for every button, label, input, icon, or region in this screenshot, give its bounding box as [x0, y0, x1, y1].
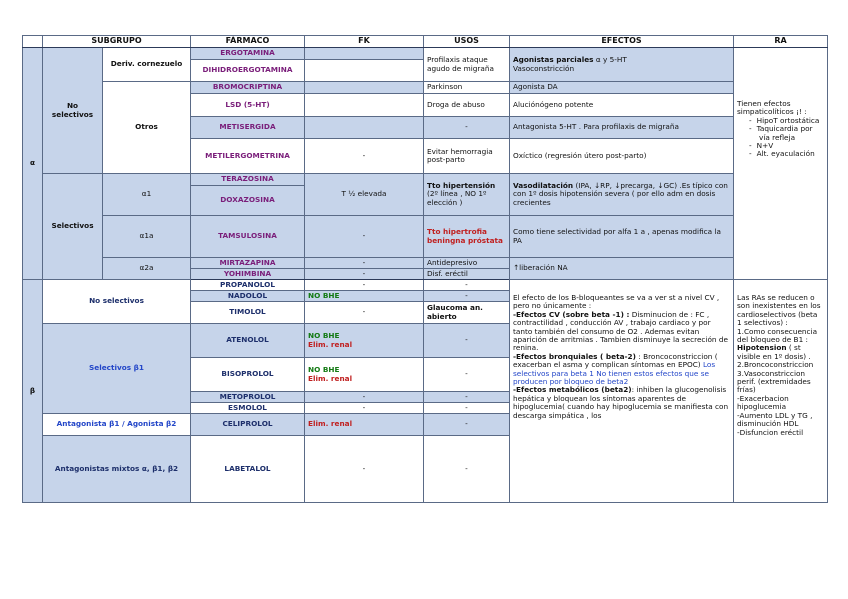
usos-metilergometrina: Evitar hemorragia post-parto	[424, 139, 510, 174]
ra-beta-hipo-rest: ( st visible en 1º dosis) .	[737, 343, 811, 361]
drug-terazosina: TERAZOSINA	[191, 174, 305, 186]
fk-tamsulosina: -	[305, 216, 424, 258]
usos-propanolol: -	[424, 280, 510, 291]
ra-beta	[734, 280, 828, 503]
usos-hipertrofia: Tto hipertrofia beningna próstata	[424, 216, 510, 258]
alpha-no-selectivos: No selectivos	[43, 48, 103, 174]
usos-parkinson: Parkinson	[424, 82, 510, 94]
efectos-beta	[510, 280, 734, 503]
ra-beta-l2: 2.Broncoconstriccion	[737, 360, 814, 370]
efectos-bronq-blue: Los selectivos para beta 1 No tienen estos efectos que se producen por bloqueo de beta2	[513, 360, 716, 387]
drug-labetalol: LABETALOL	[191, 436, 305, 503]
fk-esmolol: -	[305, 403, 424, 414]
drug-dihidroergotamina: DIHIDROERGOTAMINA	[191, 60, 305, 82]
usos-esmolol: -	[424, 403, 510, 414]
efecto-oxitocico: Oxíctico (regresión útero post-parto)	[510, 139, 734, 174]
drug-nadolol: NADOLOL	[191, 291, 305, 302]
fk-atenolol-no-bhe: NO BHE	[308, 331, 340, 341]
fk-yohimbina: -	[305, 269, 424, 280]
usos-nadolol: -	[424, 291, 510, 302]
drug-metoprolol: METOPROLOL	[191, 392, 305, 403]
efecto-alucinogeno: Aluciónógeno potente	[510, 94, 734, 117]
usos-metoprolol: -	[424, 392, 510, 403]
fk-atenolol-elim: Elim. renal	[308, 339, 353, 349]
efecto-agonista-da: Agonista DA	[510, 82, 734, 94]
fk-mirtazapina: -	[305, 258, 424, 269]
subgroup-a1: α1	[103, 174, 191, 216]
drug-bisoprolol: BISOPROLOL	[191, 358, 305, 392]
drug-tamsulosina: TAMSULOSINA	[191, 216, 305, 258]
efecto-agonistas	[510, 48, 734, 82]
fk-nadolol: NO BHE	[305, 291, 424, 302]
fk-tera-doxa: T ½ elevada	[305, 174, 424, 216]
header-blank	[23, 36, 43, 48]
beta-antagonistas-mixtos	[43, 436, 191, 503]
header-fk: FK	[305, 36, 424, 48]
drug-timolol: TIMOLOL	[191, 302, 305, 324]
header-ra: RA	[734, 36, 828, 48]
subgroup-a1a: α1a	[103, 216, 191, 258]
ra-beta-l5: -Aumento LDL y TG , disminución HDL	[737, 410, 813, 429]
otros: Otros	[103, 82, 191, 174]
usos-glaucoma: Glaucoma an. abierto	[424, 302, 510, 324]
ra-alpha-item: - HipoT ortostática	[751, 117, 824, 125]
drug-yohimbina: YOHIMBINA	[191, 269, 305, 280]
usos-droga: Droga de abuso	[424, 94, 510, 117]
efecto-vasodilatacion-bold: Vasodilatación	[513, 180, 574, 190]
drug-metilergometrina: METILERGOMETRINA	[191, 139, 305, 174]
fk-bisoprolol-elim: Elim. renal	[308, 373, 353, 383]
usos-disf: Disf. eréctil	[424, 269, 510, 280]
fk-dihidroergotamina	[305, 60, 424, 82]
drug-bromocriptina: BROMOCRIPTINA	[191, 82, 305, 94]
usos-bisoprolol: -	[424, 358, 510, 392]
efectos-cv-bold: -Efectos CV (sobre beta -1) :	[513, 309, 630, 319]
usos-hipertension-detail: (2º línea , NO 1º elección )	[427, 189, 487, 207]
fk-timolol: -	[305, 302, 424, 324]
ra-beta-l3: 3.Vasoconstriccion perif. (extremidades frías)	[737, 368, 811, 395]
fk-ergotamina	[305, 48, 424, 60]
efecto-liberacion: ↑liberación NA	[510, 258, 734, 280]
efectos-cv-rest: Disminucion de : FC , contractilidad , conducción AV , trabajo cardiaco y por tanto también del consumo de O2 . Ademas evitan aparición de arritmias . Tambien disminuye la secreción de renina.	[513, 309, 729, 353]
fk-metisergida	[305, 117, 424, 139]
drug-ergotamina: ERGOTAMINA	[191, 48, 305, 60]
header-usos: USOS	[424, 36, 510, 48]
efectos-bronq-bold: -Efectos bronquiales ( beta-2)	[513, 351, 636, 361]
ra-alpha	[734, 48, 828, 280]
pharmacology-table	[22, 35, 828, 503]
ra-alpha-item: - Taquicardia por vía refleja	[751, 125, 824, 142]
usos-atenolol: -	[424, 324, 510, 358]
fk-metoprolol: -	[305, 392, 424, 403]
beta-antagonista-agonista: Antagonista β1 / Agonista β2	[43, 414, 191, 436]
subgroup-a2a: α2a	[103, 258, 191, 280]
alpha-selectivos: Selectivos	[43, 174, 103, 280]
drug-propanolol: PROPANOLOL	[191, 280, 305, 291]
fk-celiprolol: Elim. renal	[305, 414, 424, 436]
fk-metilergometrina: -	[305, 139, 424, 174]
beta-selectivos-b1: Selectivos β1	[43, 324, 191, 414]
efecto-vasodilatacion-rest: (IPA, ↓RP, ↓precarga, ↓GC) .Es típico con con 1º dosis hipotensión severa ( por ello adm en dosis crecientes	[513, 180, 728, 207]
header-efectos: EFECTOS	[510, 36, 734, 48]
beta-no-selectivos: No selectivos	[43, 280, 191, 324]
drug-celiprolol: CELIPROLOL	[191, 414, 305, 436]
fk-labetalol: -	[305, 436, 424, 503]
fk-bisoprolol-no-bhe: NO BHE	[308, 365, 340, 375]
header-subgrupo: SUBGRUPO	[43, 36, 191, 48]
fk-bromocriptina	[305, 82, 424, 94]
usos-hipertension-title: Tto hipertensión	[427, 180, 496, 190]
efectos-bronq-rest: : Broncoconstriccion ( exacerban el asma y complican síntomas en EPOC)	[513, 351, 718, 370]
header-row	[23, 36, 828, 48]
ra-beta-l6: -Disfuncion eréctil	[737, 427, 804, 437]
drug-atenolol: ATENOLOL	[191, 324, 305, 358]
efectos-metab-bold: -Efectos metabólicos (beta2)	[513, 385, 632, 395]
drug-esmolol: ESMOLOL	[191, 403, 305, 414]
ra-beta-l4: -Exacerbacion hipoglucemia	[737, 393, 789, 412]
header-farmaco: FÁRMACO	[191, 36, 305, 48]
alpha-label: α	[23, 48, 43, 280]
usos-labetalol: -	[424, 436, 510, 503]
efecto-tamsulosina: Como tiene selectividad por alfa 1 a , apenas modifica la PA	[510, 216, 734, 258]
efectos-beta-intro: El efecto de los B-bloqueantes se va a ver st a nivel CV , pero no únicamente :	[513, 293, 720, 311]
ra-beta-l1: 1.Como consecuencia del bloqueo de B1 :	[737, 326, 818, 345]
efecto-agonistas-bold: Agonistas parciales	[513, 55, 594, 65]
efecto-vasodilatacion	[510, 174, 734, 216]
drug-mirtazapina: MIRTAZAPINA	[191, 258, 305, 269]
efectos-metab-rest: : inhiben la glucogenolisis hepática y bloquean los síntomas aparentes de hipoglucemia( cuando hay hipoglucemia se manifiesta con descarga simpática , los	[513, 385, 729, 420]
efecto-vasoconstriccion: Vasoconstricción	[513, 63, 575, 73]
deriv-cornezuelo: Deriv. cornezuelo	[103, 48, 191, 82]
ra-alpha-item: - Alt. eyaculación	[751, 150, 824, 158]
ra-alpha-intro: Tienen efectos simpaticolíticos ¡! :	[737, 99, 807, 117]
beta-label: β	[23, 280, 43, 503]
fk-propanolol: -	[305, 280, 424, 291]
usos-migrana: Profilaxis ataque agudo de migraña	[424, 48, 510, 82]
fk-atenolol	[305, 324, 424, 358]
ra-beta-hipo-bold: Hipotension	[737, 343, 787, 353]
efecto-antagonista-5ht: Antagonista 5-HT . Para profilaxis de migraña	[510, 117, 734, 139]
beta-mixtos-label: Antagonistas mixtos α, β1, β2	[54, 463, 179, 473]
efecto-agonistas-rest: α y 5-HT	[593, 55, 627, 65]
usos-metisergida: -	[424, 117, 510, 139]
ra-beta-hipo	[737, 344, 824, 361]
drug-doxazosina: DOXAZOSINA	[191, 186, 305, 216]
usos-antidepresivo: Antidepresivo	[424, 258, 510, 269]
drug-metisergida: METISERGIDA	[191, 117, 305, 139]
ra-alpha-item: - N+V	[751, 142, 824, 150]
ra-beta-intro: Las RAs se reducen o son inexistentes en los cardioselectivos (beta 1 selectivos) :	[737, 293, 821, 328]
usos-celiprolol: -	[424, 414, 510, 436]
fk-bisoprolol	[305, 358, 424, 392]
fk-lsd	[305, 94, 424, 117]
drug-lsd: LSD (5-HT)	[191, 94, 305, 117]
usos-hipertension	[424, 174, 510, 216]
